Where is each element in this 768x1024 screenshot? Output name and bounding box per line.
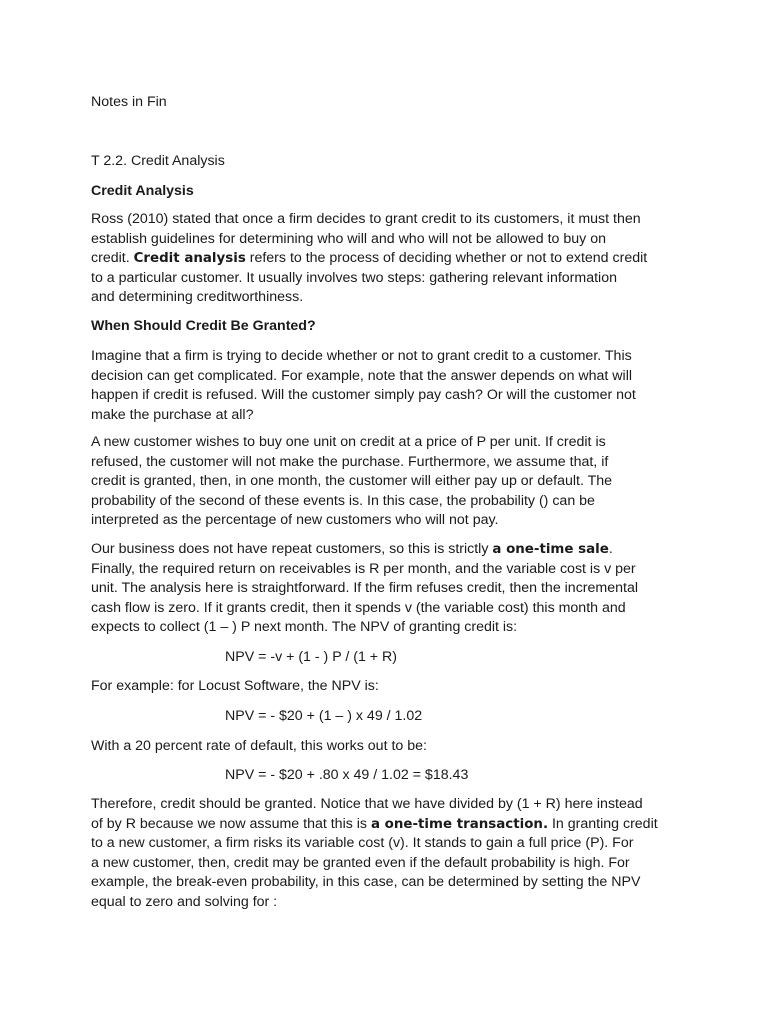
text-run: of by R because we now assume that this is <box>91 815 371 832</box>
paragraph-line: to a new customer, a firm risks its variable cost (v). It stands to gain a full price (P). For <box>91 835 634 852</box>
paragraph-line: decision can get complicated. For example, note that the answer depends on what will <box>91 367 633 384</box>
paragraph-line: Imagine that a firm is trying to decide whether or not to grant credit to a customer. This <box>91 348 632 364</box>
paragraph-line: a new customer, then, credit may be granted even if the default probability is high. For <box>91 854 630 871</box>
bold-term: a one-time sale <box>492 542 609 557</box>
notes-title: Notes in Fin <box>91 94 167 110</box>
intro-paragraph <box>91 210 681 308</box>
text-run: refers to the process of deciding whether or not to extend credit <box>245 250 648 267</box>
paragraph-line: example, the break-even probability, in this case, can be determined by setting the NPV <box>91 874 641 891</box>
paragraph-line: and determining creditworthiness. <box>91 289 304 306</box>
paragraph-line: expects to collect (1 – ) P next month. The NPV of granting credit is: <box>91 619 518 636</box>
paragraph-line: happen if credit is refused. Will the customer simply pay cash? Or will the customer not <box>91 387 636 404</box>
paragraph-line: unit. The analysis here is straightforward. If the firm refuses credit, then the incremental <box>91 580 638 597</box>
conclusion-paragraph <box>91 795 681 913</box>
paragraph-line: to a particular customer. It usually involves two steps: gathering relevant information <box>91 269 617 286</box>
paragraph-line <box>91 540 681 560</box>
paragraph-line: equal to zero and solving for : <box>91 893 278 910</box>
paragraph-line <box>91 249 681 269</box>
paragraph-line <box>91 815 681 835</box>
paragraph-line: A new customer wishes to buy one unit on credit at a price of P per unit. If credit is <box>91 434 606 450</box>
npv-formula: NPV = -v + (1 - ) P / (1 + R) <box>225 649 398 665</box>
section-heading: Credit Analysis <box>91 183 194 199</box>
bold-term: Credit analysis <box>133 251 246 267</box>
paragraph-line: Ross (2010) stated that once a firm decides to grant credit to its customers, it must then <box>91 211 641 227</box>
one-time-sale-paragraph <box>91 540 681 638</box>
new-customer-paragraph <box>91 433 681 531</box>
decision-paragraph <box>91 347 681 425</box>
paragraph-line: establish guidelines for determining who will and who will not be allowed to buy on <box>91 230 606 247</box>
npv-result-formula: NPV = - $20 + .80 x 49 / 1.02 = $18.43 <box>225 767 469 783</box>
paragraph-line: probability of the second of these events is. In this case, the probability () can be <box>91 492 595 509</box>
npv-example-formula: NPV = - $20 + (1 – ) x 49 / 1.02 <box>225 708 423 724</box>
paragraph-line: cash flow is zero. If it grants credit, then it spends v (the variable cost) this month and <box>91 599 626 616</box>
topic-title: T 2.2. Credit Analysis <box>91 153 225 169</box>
bold-term: a one-time transaction. <box>370 816 549 832</box>
default-intro: With a 20 percent rate of default, this works out to be: <box>91 738 427 754</box>
paragraph-line: refused, the customer will not make the purchase. Furthermore, we assume that, if <box>91 453 609 470</box>
text-run: In granting credit <box>548 815 658 832</box>
text-run: Our business does not have repeat customers, so this is strictly <box>91 541 493 557</box>
paragraph-line: Therefore, credit should be granted. Notice that we have divided by (1 + R) here instead <box>91 796 643 812</box>
paragraph-line: Finally, the required return on receivables is R per month, and the variable cost is v per <box>91 560 636 577</box>
text-run: . <box>608 541 613 557</box>
paragraph-line: interpreted as the percentage of new customers who will not pay. <box>91 512 499 529</box>
text-run: credit. <box>91 250 134 267</box>
example-intro: For example: for Locust Software, the NPV is: <box>91 678 379 694</box>
paragraph-line: make the purchase at all? <box>91 406 254 423</box>
paragraph-line: credit is granted, then, in one month, the customer will either pay up or default. The <box>91 473 613 490</box>
subheading: When Should Credit Be Granted? <box>91 318 316 334</box>
